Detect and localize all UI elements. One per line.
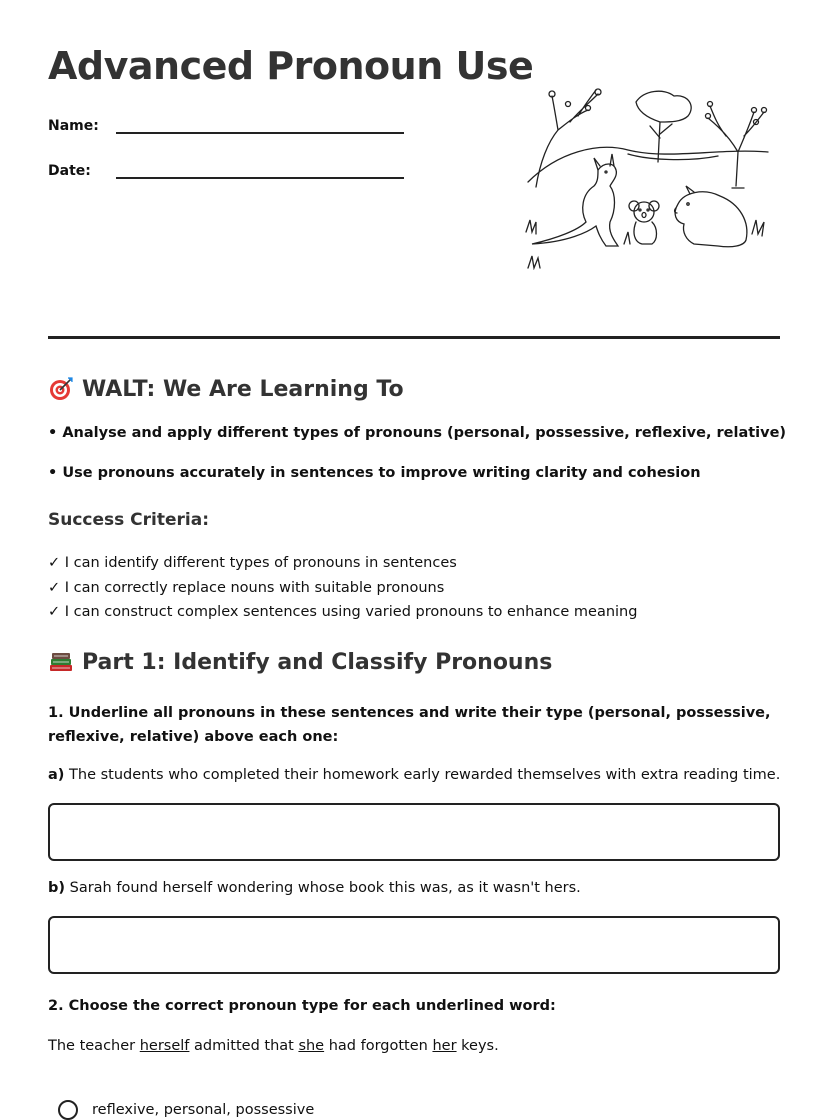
walt-objective-2: • Use pronouns accurately in sentences to improve writing clarity and cohesion <box>48 465 701 481</box>
walt-heading-text: WALT: We Are Learning To <box>82 376 404 402</box>
underlined-word: she <box>298 1038 325 1054</box>
name-line[interactable] <box>116 118 404 134</box>
australian-animals-illustration <box>518 82 774 270</box>
walt-objective-1: • Analyse and apply different types of pronouns (personal, possessive, reflexive, relative) <box>48 425 787 441</box>
walt-heading <box>48 376 404 402</box>
sentence-a <box>48 767 780 783</box>
date-line[interactable] <box>116 163 404 179</box>
radio-button[interactable] <box>58 1100 78 1120</box>
underlined-word: her <box>432 1038 457 1054</box>
name-field[interactable] <box>48 118 404 134</box>
answer-option-1[interactable] <box>58 1100 314 1120</box>
section-divider <box>48 336 780 339</box>
date-label: Date: <box>48 163 91 179</box>
name-label: Name: <box>48 118 99 134</box>
books-icon <box>48 649 74 675</box>
part1-heading <box>48 649 552 675</box>
target-icon <box>48 376 74 402</box>
page-title: Advanced Pronoun Use <box>48 44 534 88</box>
sentence-text: The teacher <box>48 1038 140 1054</box>
success-criteria-list <box>48 551 637 625</box>
question-2-sentence <box>48 1038 499 1054</box>
sentence-a-text: The students who completed their homework early rewarded themselves with extra reading time. <box>69 767 781 783</box>
question-1-prompt: 1. Underline all pronouns in these sentences and write their type (personal, possessive, reflexive, relative) above each one: <box>48 705 771 745</box>
sentence-text: admitted that <box>189 1038 299 1054</box>
part1-heading-text: Part 1: Identify and Classify Pronouns <box>82 649 553 675</box>
sentence-text: had forgotten <box>324 1038 433 1054</box>
date-field[interactable] <box>48 163 404 179</box>
answer-option-label: reflexive, personal, possessive <box>92 1102 315 1118</box>
answer-box-a[interactable] <box>48 803 780 861</box>
underlined-word: herself <box>139 1038 190 1054</box>
sentence-b <box>48 880 581 896</box>
sentence-text: keys. <box>456 1038 499 1054</box>
sentence-b-text: Sarah found herself wondering whose book this was, as it wasn't hers. <box>69 880 581 896</box>
answer-box-b[interactable] <box>48 916 780 974</box>
success-criteria-heading: Success Criteria: <box>48 510 210 530</box>
success-criterion: ✓ I can correctly replace nouns with suitable pronouns <box>48 579 445 596</box>
question-2-prompt: 2. Choose the correct pronoun type for each underlined word: <box>48 998 556 1014</box>
sentence-a-label: a) <box>48 767 65 783</box>
success-criterion: ✓ I can construct complex sentences using varied pronouns to enhance meaning <box>48 604 638 620</box>
sentence-b-label: b) <box>48 880 66 896</box>
success-criterion: ✓ I can identify different types of pronouns in sentences <box>48 555 457 571</box>
